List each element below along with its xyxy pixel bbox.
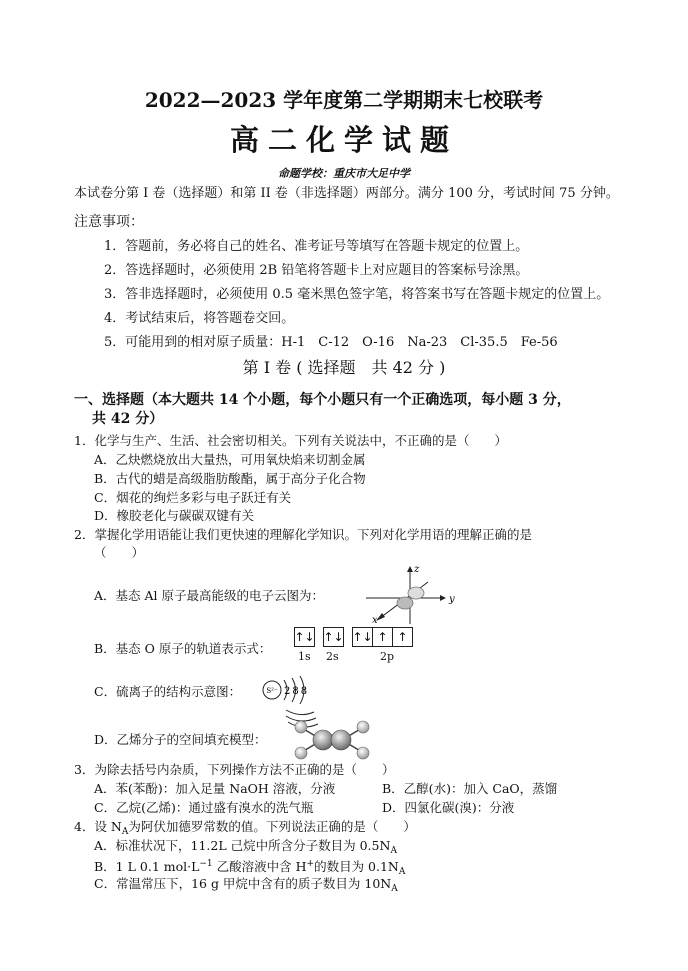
q4-b-sub: A — [398, 867, 406, 877]
section-title: 第 I 卷 ( 选择题 共 42 分 ) — [242, 358, 446, 377]
exam-title: 2022—2023 学年度第二学期期末七校联考 — [144, 88, 544, 112]
setting-school: 命题学校：重庆市大足中学 — [278, 167, 410, 180]
part-prefix: 一、选择题 — [74, 392, 144, 408]
ion-shell-electrons: 288 — [284, 686, 310, 697]
orbital-cell: ↑↓ — [294, 630, 315, 644]
part-instructions-cont: 共 42 分） — [92, 411, 164, 427]
orbital-box-2p — [352, 627, 413, 647]
question-4-option-c — [94, 875, 398, 898]
q4-b-sup: −1 — [199, 859, 213, 869]
ion-nucleus-label: S²⁻ — [266, 687, 278, 695]
note-item: 4．考试结束后，将答题卷交回。 — [104, 311, 295, 326]
q4-c-text: C．常温常压下，16 g 甲烷中含有的质子数目为 10N — [94, 876, 392, 891]
p-orbital-electron-cloud-diagram — [360, 562, 460, 626]
orbital-label-2p: 2p — [380, 650, 395, 663]
part-heading — [74, 392, 571, 409]
axis-label-y: y — [449, 594, 455, 605]
orbital-cell: ↑↓ — [352, 630, 373, 644]
question-1-option-d: D．橡胶老化与碳碳双键有关 — [94, 508, 255, 523]
question-2-option-c: C．硫离子的结构示意图： — [94, 684, 242, 699]
q4-a-text: A．标准状况下，11.2L 己烷中所含分子数目为 0.5N — [94, 838, 391, 853]
question-3-option-c: C．乙烷(乙烯)：通过盛有溴水的洗气瓶 — [94, 800, 314, 815]
question-2-stem-cont: （ ） — [94, 545, 145, 560]
question-3-stem: 3．为除去括号内杂质，下列操作方法不正确的是（ ） — [74, 762, 395, 777]
orbital-cell: ↑↓ — [323, 630, 344, 644]
orbital-cell: ↑ — [372, 628, 392, 646]
question-1-option-b: B．古代的蜡是高级脂肪酸酯，属于高分子化合物 — [94, 471, 366, 486]
question-3-option-a: A．苯(苯酚)：加入足量 NaOH 溶液，分液 — [94, 781, 336, 796]
orbital-diagram — [294, 627, 413, 647]
q4-stem-pre: 4．设 N — [74, 819, 122, 834]
q4-stem-sub: A — [121, 827, 129, 837]
question-3-option-b: B．乙醇(水)：加入 CaO，蒸馏 — [382, 781, 558, 796]
note-item: 3．答非选择题时，必须使用 0.5 毫米黑色签字笔，将答案书写在答题卡规定的位置上。 — [104, 287, 610, 302]
note-item: 1．答题前，务必将自己的姓名、准考证号等填写在答题卡规定的位置上。 — [104, 239, 529, 254]
exam-intro: 本试卷分第 I 卷（选择题）和第 II 卷（非选择题）两部分。满分 100 分，考试时间 75 分钟。 — [74, 186, 619, 201]
orbital-box-2s — [323, 627, 344, 647]
q4-c-sub: A — [391, 884, 398, 894]
note-item: 2．答选择题时，必须使用 2B 铅笔将答题卡上对应题目的答案标号涂黑。 — [104, 263, 529, 278]
q4-b-sup2: + — [306, 859, 315, 869]
question-2-option-d: D．乙烯分子的空间填充模型： — [94, 732, 267, 747]
ethylene-space-filling-model — [290, 718, 374, 762]
part-instructions: （本大题共 14 个小题，每个小题只有一个正确选项，每小题 3 分， — [144, 392, 571, 408]
notes-heading: 注意事项： — [74, 214, 144, 230]
q4-stem-post: 为阿伏加德罗常数的值。下列说法正确的是（ ） — [128, 819, 416, 834]
subject-title: 高二化学试题 — [229, 123, 458, 157]
note-item: 5．可能用到的相对原子质量：H-1 C-12 O-16 Na-23 Cl-35.5 Fe-56 — [104, 335, 558, 350]
question-2-option-a: A．基态 Al 原子最高能级的电子云图为： — [94, 588, 324, 603]
orbital-box-1s — [294, 627, 315, 647]
q4-b-mid: 乙酸溶液中含 H — [212, 859, 307, 874]
q4-b-text: B．1 L 0.1 mol·L — [94, 859, 200, 874]
orbital-label-1s: 1s — [298, 650, 311, 663]
axis-label-x: x — [372, 615, 378, 626]
axis-label-z: z — [414, 564, 420, 575]
question-3-option-d: D．四氯化碳(溴)：分液 — [382, 800, 515, 815]
orbital-cell: ↑ — [392, 628, 412, 646]
question-1-option-a: A．乙炔燃烧放出大量热，可用氧炔焰来切割金属 — [94, 452, 366, 467]
question-2-stem: 2．掌握化学用语能让我们更快速的理解化学知识。下列对化学用语的理解正确的是 — [74, 527, 532, 542]
q4-b-post: 的数目为 0.1N — [314, 859, 399, 874]
orbital-label-2s: 2s — [326, 650, 339, 663]
question-1-option-c: C．烟花的绚烂多彩与电子跃迁有关 — [94, 490, 292, 505]
q4-a-sub: A — [390, 846, 397, 856]
question-1-stem: 1．化学与生产、生活、社会密切相关。下列有关说法中，不正确的是（ ） — [74, 433, 507, 448]
question-2-option-b: B．基态 O 原子的轨道表示式： — [94, 641, 272, 656]
